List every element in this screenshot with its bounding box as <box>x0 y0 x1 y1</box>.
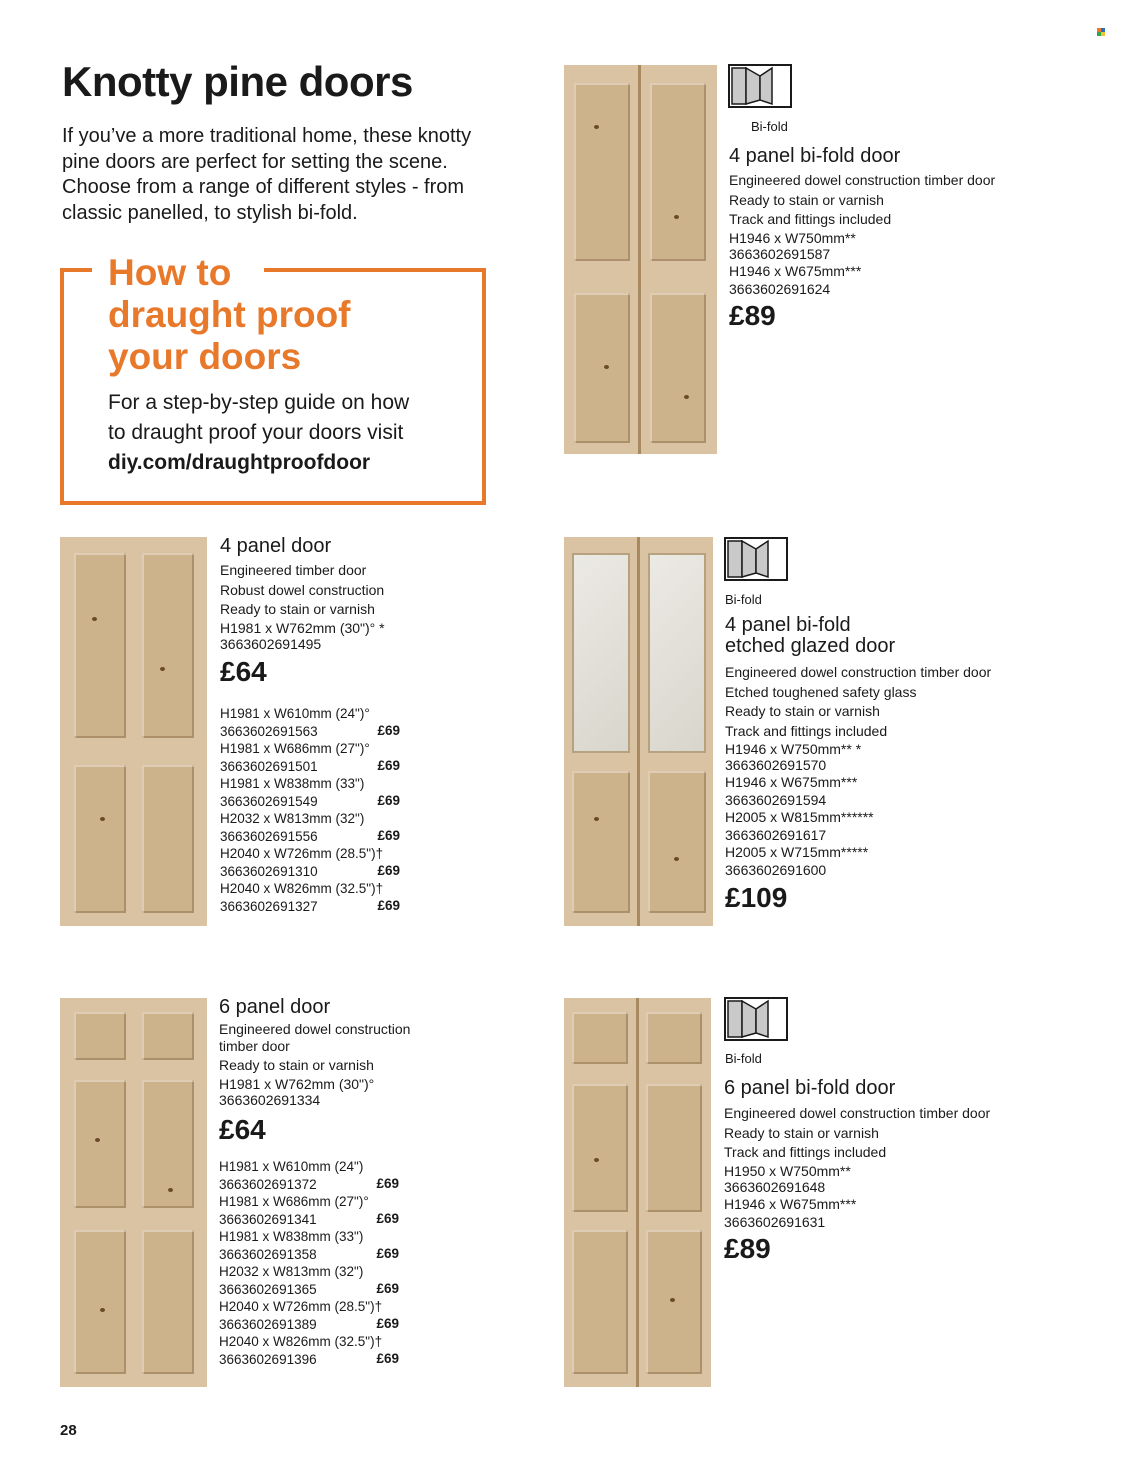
detail-line: Ready to stain or varnish <box>725 703 880 719</box>
promo-heading-line: draught proof <box>108 294 351 335</box>
detail-line: Engineered dowel construction timber door <box>724 1105 991 1121</box>
bifold-door-icon <box>728 64 792 108</box>
product-price: £89 <box>724 1233 771 1264</box>
variant-price: £69 <box>376 1246 399 1261</box>
detail-line: Ready to stain or varnish <box>729 191 884 208</box>
variant-row <box>219 1298 399 1333</box>
promo-border-top-left <box>60 268 92 272</box>
promo-heading <box>108 252 351 378</box>
detail-line: Track and fittings included <box>725 722 888 739</box>
variant-price: £69 <box>376 1176 399 1191</box>
bifold-label: Bi-fold <box>751 119 788 134</box>
size-line: H1946 x W675mm*** <box>725 774 858 790</box>
size-line: H1981 x W762mm (30")° * <box>220 619 385 636</box>
product-price: £89 <box>729 300 776 331</box>
variant-code: 3663602691358 <box>219 1246 317 1262</box>
variant-price: £69 <box>377 863 400 878</box>
variant-price: £69 <box>376 1316 399 1331</box>
product-code: 3663602691587 <box>729 245 831 262</box>
product-title: 6 panel bi-fold door <box>724 1077 896 1099</box>
variant-row <box>219 1263 399 1298</box>
bifold-label: Bi-fold <box>725 592 762 607</box>
variant-price: £69 <box>376 1281 399 1296</box>
product-details <box>725 663 991 878</box>
detail-line: Engineered timber door <box>220 562 367 578</box>
detail-line: Etched toughened safety glass <box>725 683 917 700</box>
variant-code: 3663602691327 <box>220 898 318 914</box>
variant-code: 3663602691549 <box>220 793 318 809</box>
product-price: £64 <box>220 656 267 687</box>
product-details <box>724 1104 990 1230</box>
product-code: 3663602691624 <box>729 280 831 297</box>
variant-row <box>220 705 400 740</box>
four-panel-door-image <box>60 537 207 926</box>
detail-line: Ready to stain or varnish <box>724 1124 879 1141</box>
size-line: H2005 x W715mm***** <box>725 844 869 860</box>
variant-row <box>220 810 400 845</box>
size-line: H1946 x W675mm*** <box>724 1195 857 1212</box>
brand-mark-icon <box>1097 28 1105 36</box>
promo-heading-line: How to <box>108 252 232 293</box>
variant-code: 3663602691396 <box>219 1351 317 1367</box>
detail-line: Engineered dowel construction <box>219 1021 411 1037</box>
variant-code: 3663602691389 <box>219 1316 317 1332</box>
variant-size: H2032 x W813mm (32") <box>219 1264 364 1279</box>
variant-row <box>219 1228 399 1263</box>
variant-row <box>220 775 400 810</box>
variant-row <box>220 880 400 915</box>
variant-row <box>219 1193 399 1228</box>
detail-line: Ready to stain or varnish <box>219 1057 374 1073</box>
promo-body <box>108 388 409 478</box>
variant-price: £69 <box>377 898 400 913</box>
product-code: 3663602691617 <box>725 827 827 843</box>
promo-heading-line: your doors <box>108 336 302 377</box>
variants-table <box>219 1158 399 1368</box>
detail-line: timber door <box>219 1038 290 1054</box>
detail-line: Engineered dowel construction timber door <box>729 172 996 188</box>
variants-table <box>220 705 400 915</box>
page-number: 28 <box>60 1422 77 1439</box>
bifold-4-panel-door-image <box>564 65 717 454</box>
product-title <box>725 615 895 657</box>
variant-size: H2040 x W826mm (32.5")† <box>220 881 384 896</box>
detail-line: Track and fittings included <box>729 211 892 227</box>
variant-price: £69 <box>377 828 400 843</box>
variant-size: H1981 x W686mm (27")° <box>220 741 370 756</box>
bifold-label: Bi-fold <box>725 1051 762 1066</box>
intro-line: pine doors are perfect for setting the scene. <box>62 150 448 173</box>
variant-size: H1981 x W610mm (24")° <box>220 706 370 721</box>
product-code: 3663602691334 <box>219 1091 321 1108</box>
variant-code: 3663602691310 <box>220 863 318 879</box>
size-line: H1946 x W750mm** <box>729 229 856 246</box>
bifold-door-icon <box>724 997 788 1041</box>
product-details <box>220 561 385 652</box>
intro-line: Choose from a range of different styles - from <box>62 176 465 198</box>
product-title-line: etched glazed door <box>725 635 896 657</box>
variant-size: H2032 x W813mm (32") <box>220 811 365 826</box>
variant-code: 3663602691556 <box>220 828 318 844</box>
promo-url-link[interactable]: diy.com/draughtproofdoor <box>108 451 371 474</box>
intro-line: classic panelled, to stylish bi-fold. <box>62 201 358 224</box>
variant-size: H2040 x W826mm (32.5")† <box>219 1334 383 1349</box>
size-line: H1981 x W762mm (30")° <box>219 1075 375 1092</box>
variant-size: H1981 x W686mm (27")° <box>219 1194 369 1209</box>
product-code: 3663602691495 <box>220 635 322 652</box>
intro-line: If you’ve a more traditional home, these knotty <box>62 125 472 147</box>
product-title-line: 4 panel bi-fold <box>725 614 851 636</box>
variant-size: H1981 x W838mm (33") <box>220 776 365 791</box>
bifold-6-panel-door-image <box>564 998 711 1387</box>
product-code: 3663602691594 <box>725 792 827 808</box>
product-details <box>219 1021 410 1108</box>
variant-price: £69 <box>376 1211 399 1226</box>
variant-size: H2040 x W726mm (28.5")† <box>219 1299 383 1314</box>
variant-price: £69 <box>377 758 400 773</box>
variant-code: 3663602691372 <box>219 1176 317 1192</box>
product-title: 4 panel door <box>220 535 332 557</box>
variant-price: £69 <box>377 723 400 738</box>
variant-size: H1981 x W838mm (33") <box>219 1229 364 1244</box>
detail-line: Ready to stain or varnish <box>220 601 375 617</box>
product-code: 3663602691600 <box>725 862 827 878</box>
variant-row <box>219 1158 399 1193</box>
variant-code: 3663602691501 <box>220 758 318 774</box>
promo-body-line: For a step-by-step guide on how <box>108 391 410 414</box>
promo-body-line: to draught proof your doors visit <box>108 421 404 444</box>
product-code: 3663602691631 <box>724 1213 826 1230</box>
variant-row <box>220 845 400 880</box>
product-price: £64 <box>219 1114 266 1145</box>
product-code: 3663602691570 <box>725 757 827 773</box>
product-details <box>729 171 995 297</box>
variant-row <box>220 740 400 775</box>
product-code: 3663602691648 <box>724 1178 826 1195</box>
page-title: Knotty pine doors <box>62 58 413 105</box>
detail-line: Track and fittings included <box>724 1144 887 1160</box>
variant-code: 3663602691365 <box>219 1281 317 1297</box>
variant-size: H2040 x W726mm (28.5")† <box>220 846 384 861</box>
variant-price: £69 <box>376 1351 399 1366</box>
variant-size: H1981 x W610mm (24") <box>219 1159 364 1174</box>
detail-line: Robust dowel construction <box>220 581 385 598</box>
product-price: £109 <box>725 882 788 913</box>
product-title: 4 panel bi-fold door <box>729 145 901 167</box>
glazed-bifold-door-image <box>564 537 713 926</box>
detail-line: Engineered dowel construction timber door <box>725 664 992 680</box>
size-line: H1946 x W750mm** * <box>725 741 862 757</box>
size-line: H1946 x W675mm*** <box>729 262 862 279</box>
variant-price: £69 <box>377 793 400 808</box>
intro-text <box>62 124 522 226</box>
bifold-door-icon <box>724 537 788 581</box>
six-panel-door-image <box>60 998 207 1387</box>
size-line: H1950 x W750mm** <box>724 1162 851 1179</box>
product-title: 6 panel door <box>219 996 331 1018</box>
size-line: H2005 x W815mm****** <box>725 809 874 825</box>
variant-code: 3663602691563 <box>220 723 318 739</box>
variant-row <box>219 1333 399 1368</box>
variant-code: 3663602691341 <box>219 1211 317 1227</box>
